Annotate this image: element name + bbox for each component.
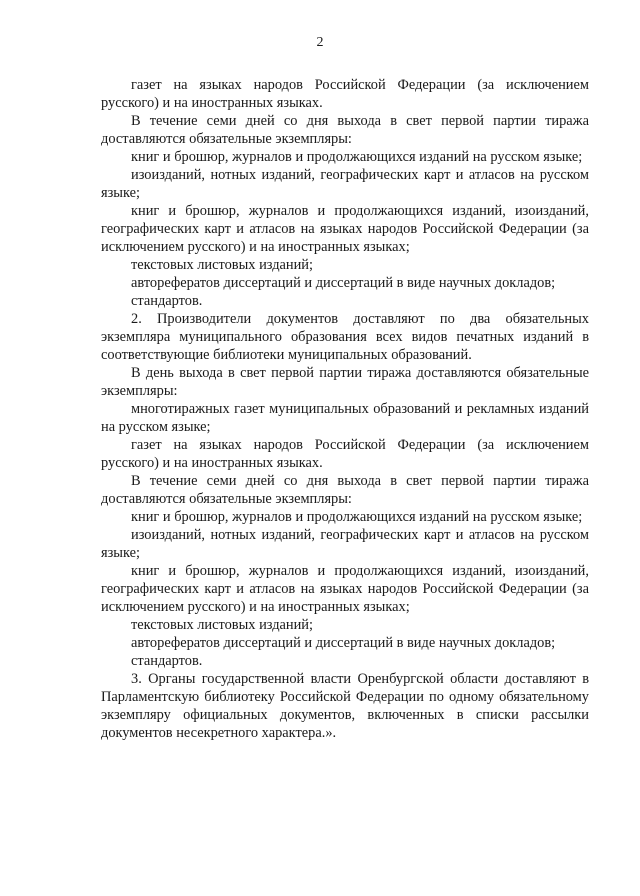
document-body: [101, 76, 589, 742]
paragraph: стандартов.: [131, 653, 203, 669]
paragraph: В день выхода в свет первой партии тиража доставляются обязательные экземпляры:: [101, 365, 589, 399]
paragraph: В течение семи дней со дня выхода в свет первой партии тиража доставляются обязательные экземпляры:: [101, 473, 589, 507]
paragraph: авторефератов диссертаций и диссертаций в виде научных докладов;: [131, 275, 556, 291]
paragraph: 3. Органы государственной власти Оренбургской области доставляют в Парламентскую библиотеку Российской Федерации по одному обязательному экземпляру официальных документов, включенных в списки рассылки документов несекретного характера.».: [101, 671, 589, 741]
paragraph: газет на языках народов Российской Федерации (за исключением русского) и на иностранных языках.: [101, 437, 589, 471]
paragraph: газет на языках народов Российской Федерации (за исключением русского) и на иностранных языках.: [101, 77, 589, 111]
paragraph: книг и брошюр, журналов и продолжающихся изданий на русском языке;: [131, 149, 583, 165]
paragraph: В течение семи дней со дня выхода в свет первой партии тиража доставляются обязательные экземпляры:: [101, 113, 589, 147]
paragraph: текстовых листовых изданий;: [131, 257, 314, 273]
paragraph: стандартов.: [131, 293, 203, 309]
paragraph: текстовых листовых изданий;: [131, 617, 314, 633]
page-number: 2: [316, 35, 324, 50]
paragraph: книг и брошюр, журналов и продолжающихся изданий на русском языке;: [131, 509, 583, 525]
paragraph: книг и брошюр, журналов и продолжающихся изданий, изоизданий, географических карт и атласов на языках народов Российской Федерации (за исключением русского) и на иностранных языках;: [101, 203, 589, 255]
paragraph: 2. Производители документов доставляют по два обязательных экземпляра муниципального образования всех видов печатных изданий в соответствующие библиотеки муниципальных образований.: [101, 311, 589, 363]
paragraph: многотиражных газет муниципальных образований и рекламных изданий на русском языке;: [101, 401, 589, 435]
paragraph: изоизданий, нотных изданий, географических карт и атласов на русском языке;: [101, 527, 589, 561]
paragraph: авторефератов диссертаций и диссертаций в виде научных докладов;: [131, 635, 556, 651]
paragraph: книг и брошюр, журналов и продолжающихся изданий, изоизданий, географических карт и атласов на языках народов Российской Федерации (за исключением русского) и на иностранных языках;: [101, 563, 589, 615]
paragraph: изоизданий, нотных изданий, географических карт и атласов на русском языке;: [101, 167, 589, 201]
